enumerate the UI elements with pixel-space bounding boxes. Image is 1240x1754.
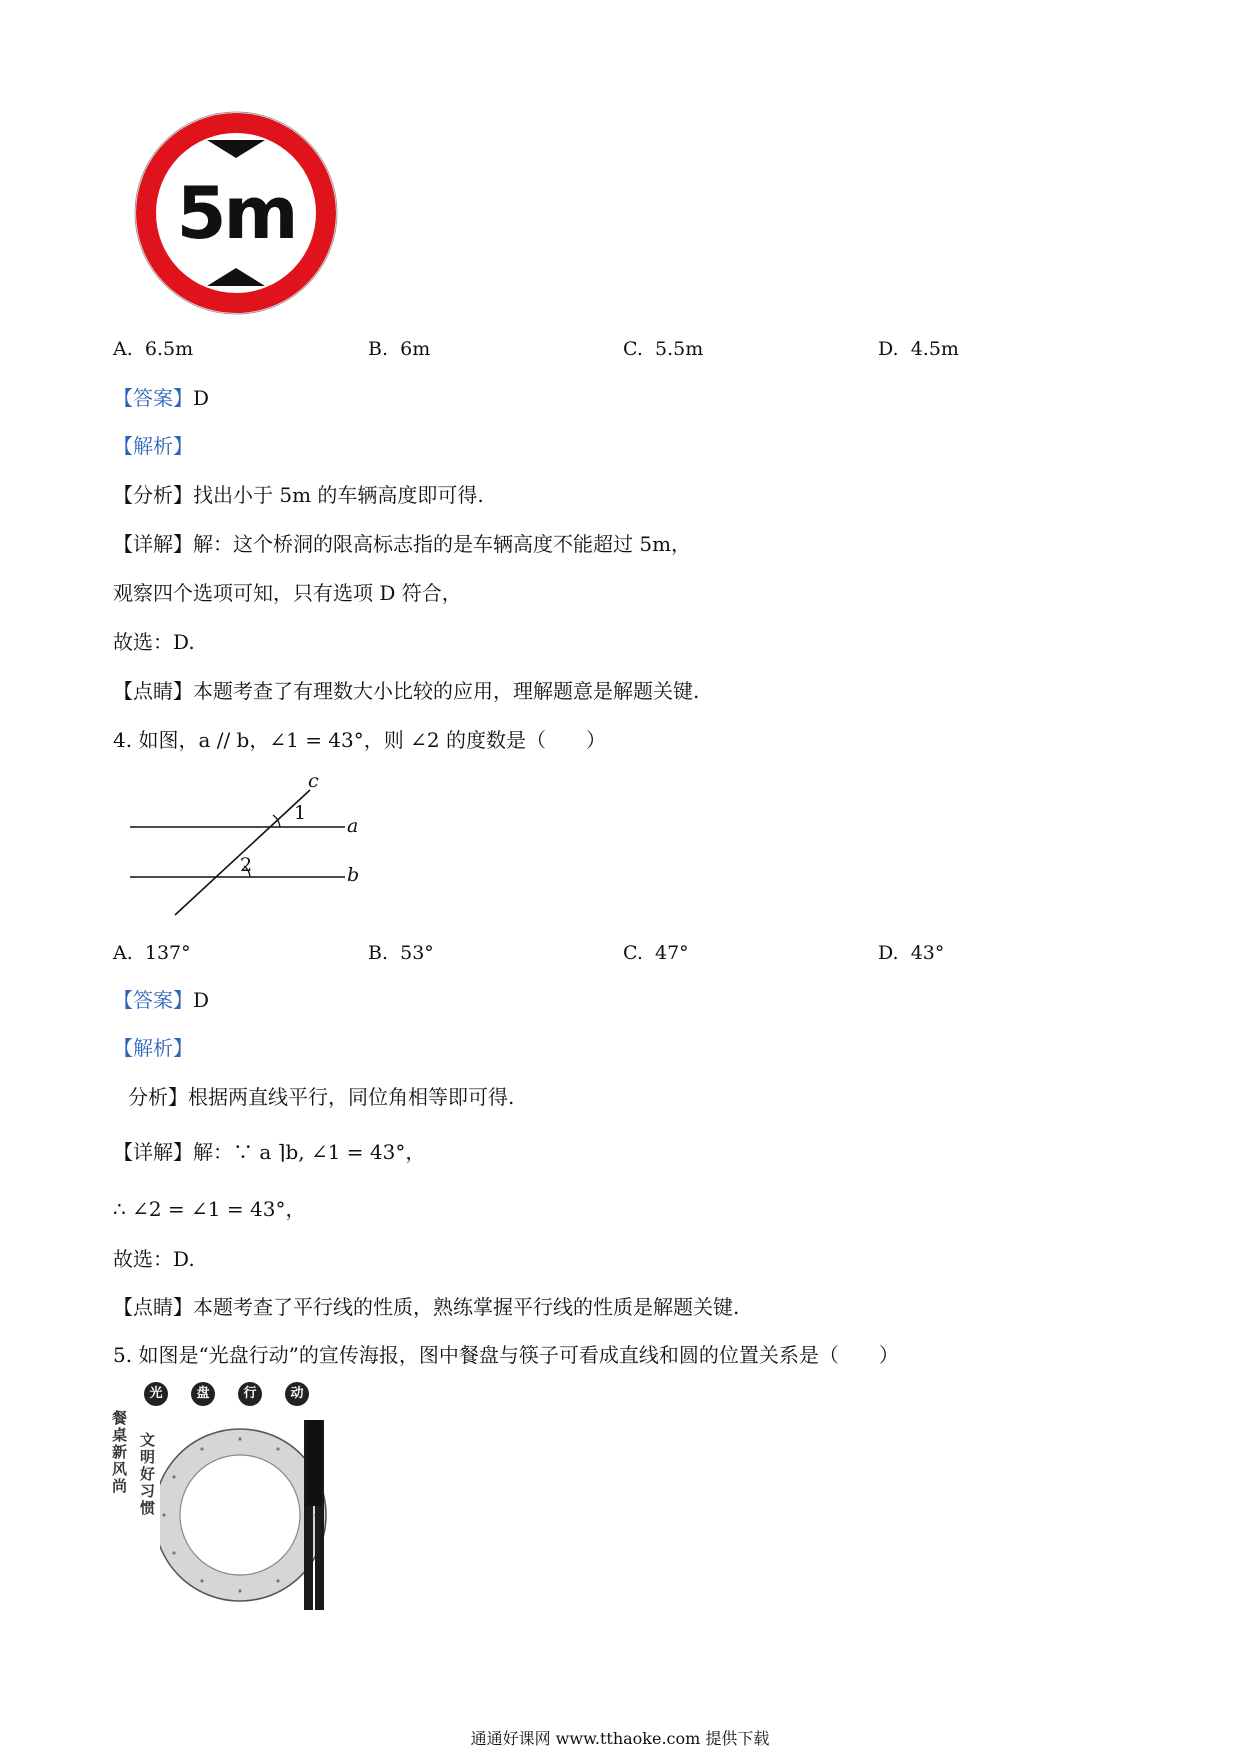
- q4-option-b: B. 53°: [368, 942, 434, 964]
- poster-slogan-1: 餐桌新风尚: [112, 1409, 128, 1495]
- q3-xiangjie: 【详解】解：这个桥洞的限高标志指的是车辆高度不能超过 5m，: [113, 532, 692, 556]
- q3-option-b: B. 6m: [368, 338, 431, 360]
- q5-stem: 5. 如图是“光盘行动”的宣传海报，图中餐盘与筷子可看成直线和圆的位置关系是（ ）: [113, 1343, 899, 1367]
- q4-xiangjie: 【详解】解：∵ a ⌉b, ∠1 = 43°，: [113, 1140, 426, 1164]
- q4-answer: 【答案】D: [113, 988, 210, 1012]
- q4-dianjing: 【点睛】本题考查了平行线的性质，熟练掌握平行线的性质是解题关键.: [113, 1295, 740, 1319]
- q4-guxuan: 故选：D.: [113, 1247, 195, 1271]
- label-1: 1: [294, 802, 307, 824]
- poster-char-2: 盘: [191, 1382, 215, 1406]
- q3-dianjing: 【点睛】本题考查了有理数大小比较的应用，理解题意是解题关键.: [113, 679, 700, 703]
- q3-observe: 观察四个选项可知，只有选项 D 符合，: [113, 581, 462, 605]
- q3-analysis-tag: 【解析】: [113, 434, 193, 458]
- plate-chopsticks-graphic: [160, 1420, 360, 1610]
- poster-char-3: 行: [238, 1382, 262, 1406]
- q3-fenxi: 【分析】找出小于 5m 的车辆高度即可得.: [113, 483, 484, 507]
- q4-stem: 4. 如图，a // b，∠1 = 43°，则 ∠2 的度数是（ ）: [113, 728, 606, 752]
- q4-option-d: D. 43°: [878, 942, 945, 964]
- label-c: c: [308, 770, 319, 792]
- q4-option-c: C. 47°: [623, 942, 689, 964]
- q3-option-c: C. 5.5m: [623, 338, 704, 360]
- parallel-lines-graphic: [120, 770, 380, 920]
- q3-option-a: A. 6.5m: [113, 338, 194, 360]
- label-2: 2: [240, 854, 253, 876]
- parallel-lines-figure: [120, 770, 380, 920]
- q4-option-a: A. 137°: [113, 942, 191, 964]
- q3-guxuan: 故选：D.: [113, 630, 195, 654]
- footer: 通通好课网 www.tthaoke.com 提供下载: [470, 1729, 770, 1748]
- label-b: b: [347, 864, 360, 886]
- q4-therefore: ∴ ∠2 = ∠1 = 43°，: [113, 1197, 306, 1221]
- poster-char-1: 光: [144, 1382, 168, 1406]
- height-limit-sign: [133, 110, 339, 316]
- q3-option-d: D. 4.5m: [878, 338, 959, 360]
- poster-char-4: 动: [285, 1382, 309, 1406]
- poster-slogan-2: 文明好习惯: [140, 1431, 156, 1517]
- label-a: a: [347, 815, 359, 837]
- q4-analysis-tag: 【解析】: [113, 1036, 193, 1060]
- q4-fenxi: 分析】根据两直线平行，同位角相等即可得.: [128, 1085, 515, 1109]
- sign-label: 5m: [176, 171, 296, 255]
- q3-answer: 【答案】D: [113, 386, 210, 410]
- poster: [110, 1380, 370, 1610]
